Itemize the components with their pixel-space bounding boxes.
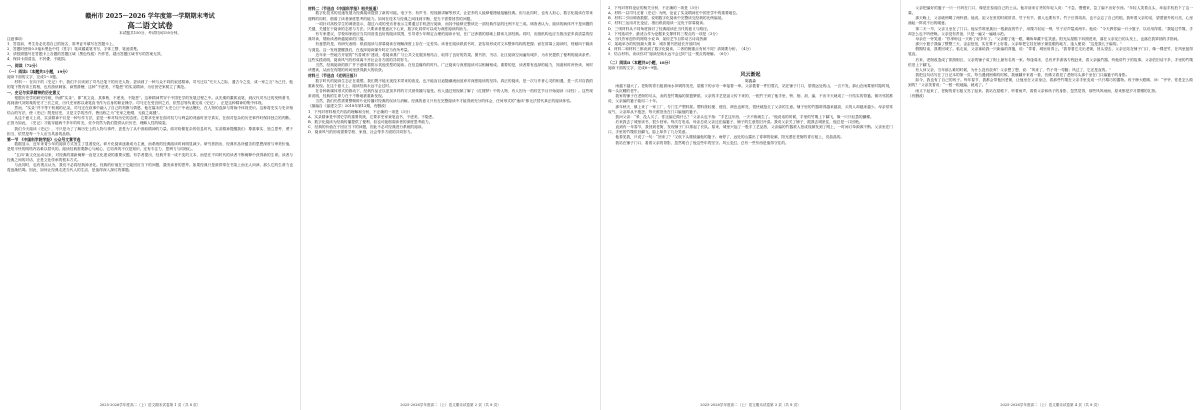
page-body [308, 6, 593, 135]
page-2 [300, 0, 600, 410]
paragraph: 后来我去了城里读书，很少回家。每次打电话，母亲总说父亲还在编篓子，铺子的生意依旧冷清。我劝父亲关了铺子，跟我去城里住，他总是一口回绝。 [615, 120, 863, 125]
text-line: B．材料二引用调查数据，说明数字化阅读中完整读完经典的比例偏低。 [608, 16, 726, 21]
text-line: D．阅读风气的形成需要学校、家庭、社会等多方面的共同努力。 [308, 130, 415, 135]
paragraph: 我把这句话写在了日记本的第一页。每当遇到困难的时候，我就翻开来看一看，仿佛又看见了老街尽头那个坐在门口编篓子的身影。 [915, 73, 1130, 78]
paragraph: “五四”新文化运动以来，对经典的重新阐释一直是文化建设的重要议题。有学者提出，经典并非一成不变的文本，而是在不同时代的读者不断阐释中获得新的生命。读者与经典之间的对话，正是文化传承的根本方式。 [7, 152, 293, 162]
paragraph: 父亲把编好的篓子一只一只码在门口，像是在检阅自己的士兵。他对前来订货的年轻人说：“不急，慢慢来，急了编不出好东西。”年轻人笑着点头，举起手机拍下了这一幕。 [908, 6, 1193, 16]
note-item: 2．答题时使用0.5毫米黑色中性（签字）笔或碳素笔书写，字体工整、笔迹清楚。 [7, 46, 141, 51]
text-line: 2．下列对材料论证的相关分析，不正确的一项是（3分） [608, 6, 702, 10]
paragraph: 有人问父亲，当年那么难的时候，为什么没有放弃？父亲想了想，说：“风来了，竹子弯一弯腰；风过了，它还是直的。” [915, 67, 1111, 72]
paragraph: 那天晚上，父亲破例喝了两杯酒。他说，祖父在世的时候常讲，竹子有节，做人也要有节。竹子长得再高，也不会忘了自己的根。我听着父亲的话，望着窗外的月亮，心里涌起一阵说不出的暖意。 [908, 16, 1193, 26]
page-body [908, 6, 1193, 99]
article-author: 陈鑫森 [744, 78, 757, 83]
paragraph: 假期结束，我要回城了。临走前，父亲塞给我一只新编的背篓，说：“带着，城里用得上。”我背着它走出老街，回头望去，父亲还站在铺子门口，像一棵老竹，在风里挺得笔直。 [908, 47, 1193, 57]
text-line: C．经典的价值在于回应当下的问题，因此不必对经典进行系统的阅读。 [308, 125, 426, 130]
note-item: 1．答卷前，考生务必先将自己的姓名、准考证号填写在答题卡上。 [7, 41, 117, 46]
paragraph: 那年秋天，镇上来了一家工厂，专门生产塑料筐。塑料筐轻便、便宜，颜色也鲜亮，很快就抢走了父亲的生意。铺子里的竹器堆得越来越高，买的人却越来越少。母亲常常叹气，父亲却从不抱怨，每天照旧坐在门口编他的篓子。 [608, 104, 893, 114]
exam-scope: 本试题共150分，考试时间150分钟。 [118, 31, 181, 35]
paragraph: 然而，“实录”并不等于机械的记录。司马迁在叙事中融入了自己的判断与情感，他在篇末的“太史公曰”中表达褒贬，在人物的选择与剪裁中体现史识。这种将史实与史识相结合的写法，使《史记》既是信史，又是文学的杰作，鲁迅称之为“史家之绝唱，无韵之离骚”。 [7, 105, 293, 116]
exam-subject-title: 高二语文试卷 [127, 21, 173, 30]
paragraph: 与此同时，也有观点认为，我们不必将经典神圣化。经典的价值在于它能回应当下的问题，激发读者的思考。如果经典只是被供奉在书架上而无人问津，那么它的生命力也将逐渐枯竭。因此，如何让经典走进当代人的生活，是值得深入探讨的课题。 [7, 162, 293, 172]
text-line: A．材料一以司马迁著《史记》为例，论证了实录精神在中国史学中的重要地位。 [608, 11, 740, 16]
page-footer: 2025-2026学年度高二（上）语文期末试卷第 4 页（共 8 页） [1000, 403, 1101, 407]
notes-title: 注意事项： [7, 36, 26, 41]
subsection-heading: 第一节 《中国科学院学报》公众号文章节选 [7, 136, 81, 142]
page-4 [900, 0, 1200, 410]
paragraph: 数字时代的阅读生态正在重塑。我们既不能无视技术带来的改变，也不能盲目追随潮流而放弃对深度阅读的坚持。真正的阅读，是一次与作者心灵的相遇，是一次对自我的重新发现。在这个意义上，阅读经典永远不会过时。 [308, 78, 593, 88]
article-title: 风云渐起 [740, 71, 761, 78]
text-line: C．某地举办的短视频大赛 D．城市图书馆延长开放时间 [608, 42, 700, 47]
paragraph: 雨越下越大了。老街的青石板被雨水冲刷得发亮，屋檐下的水帘一串接着一串。父亲披着一件旧蓑衣，站在铺子门口，望着远处的山，一言不发。那山在雨雾里时隐时现，像一头沉睡的老牛。 [608, 83, 893, 94]
page-body [608, 6, 893, 146]
paragraph: 母亲在一旁笑道：“你爹盼这一天盼了好多年了。”父亲瞪了她一眼，嘴角却藏不住笑意。阳光从屋檐下斜照进来，落在父亲花白的头发上，也落在我笨拙的手指间。 [915, 36, 1181, 41]
text-line: （摘编自《福建文学》2018年第12期，有删改） [308, 104, 389, 109]
subsection-heading: （一）阅读Ⅰ（本题共5小题，19分） [7, 69, 70, 75]
text-line: C．材料三运用对比论证，指出纸质阅读一定优于屏幕阅读。 [608, 21, 707, 26]
paragraph: 一项针对高校学生的调查显示，超过六成的受访者表示主要通过手机进行阅读，而其中能够完整读完一部经典作品的比例不足三成。调查者认为，阅读的载体并不是问题的关键，关键在于阅读的态度与方法。只要读者愿意沉下心来，数字化同样可以成为深度阅读的助力。 [308, 21, 593, 31]
paragraph: 雨又下起来了，老街的青石板又亮了起来。我站在屋檐下，听着雨声，看着父亲和孩子的身影，忽然觉得，那些风风雨雨，原来都是岁月馈赠的礼物。 [915, 88, 1159, 93]
page-1 [0, 0, 300, 410]
page-3 [600, 0, 900, 410]
paragraph: 数字化技术的迅速发展为经典阅读提供了新的可能。电子书、有声书、短视频讲解等形式，让更多的人能够便捷地接触经典。但与此同时，也有人担心，数字化阅读在带来便利的同时，削弱了读者深度思考的能力。如何在技术与经典之间找到平衡，是当下需要回答的问题。 [308, 11, 593, 21]
paragraph: 我问父亲：“爹，没人买了，你还编它做什么？”父亲头也不抬：“手艺这东西，一天不练就生了。”他说话的时候，手里的竹篾上下翻飞，像一只只轻盈的蝴蝶。 [615, 114, 874, 119]
subsection-heading: 一、史记与实录精神的历史意义 [7, 90, 61, 96]
text-line: 4．材料二和材料三都谈到了数字化阅读，二者的侧重点有何不同？请简要分析。（4分） [608, 47, 753, 52]
paragraph: 在各种新媒体形式的推动下，经典作品正以更加多样的方式被传播与接受。有人通过短视频了解了《红楼梦》中的人物，有人因为一档综艺节目开始阅读《诗经》。这些现象说明，经典的生命力在于不断地被重新发现。 [308, 89, 593, 99]
paragraph: 他看见我，只说了一句：“回来了？”又低下头继续编他的篓子。雨停了，远处的山露出了青翠的轮廓，阳光洒在老街的青石板上，亮晶晶的。 [615, 135, 845, 140]
paragraph: 如今，我也有了自己的孩子。每年春节，我都会带他回老街，让他坐在父亲身边，看那些竹篾在父亲手里变成一只只精巧的器物。孩子睁大眼睛，问：“爷爷，你是怎么做到的？”父亲笑着说：“一根一根地编，就成了。” [908, 78, 1193, 88]
paragraph: 第二天一早，父亲又坐在了门口。他从竹堆里挑出一根最直的竹子，用篾刀轻轻一劈，竹子应声裂成两半。他说：“今天教你编一只小篮子，以后用得着。”我接过竹篾，手却怎么也不听使唤。父亲没有责备，只是一遍又一遍地示范。 [908, 26, 1193, 36]
paragraph: 从这个意义上说，实录精神不仅是一种写作方法，更是一种对待历史的态度。它要求史家在面对权力与利益的诱惑时坚守真实，在面对复杂的历史事件时保持独立的判断。正因为如此，《史记》才能穿越两千多年的时光，至今仍然为我们提供认识历史、理解人性的镜鉴。 [7, 116, 293, 126]
text-line: A．当代作家创作的网络小说 B．某综艺节目带动古诗词热潮 [608, 36, 707, 41]
note-item: 4．保持卡面清洁，不折叠，不破损。 [7, 57, 69, 62]
paragraph: 我们今天阅读《史记》，不只是为了了解历史上的人物与事件，更是为了从中汲取精神的力量。面对纷繁复杂的信息时代，实录精神提醒我们：尊重事实、独立思考、勇于担当，依然是每一个人应当具备的品格。 [7, 126, 293, 136]
text-line: 阅读下面的文字，完成6～9题。 [608, 65, 661, 70]
paragraph: 当然，经典阅读的推广并不意味着排斥其他类型的阅读。在信息爆炸的时代，广泛阅读与深度阅读可以相辅相成。重要的是，读者要有选择的能力，知道何时该快读，何时该慢读，从而在有限的时间里获得最大的收获。 [308, 62, 593, 73]
paragraph: 有意思的是，有研究表明：纸质阅读与屏幕阅读在理解深度上存在一定差异。读者在阅读纸质书时，更容易形成对文本整体结构的把握；而在屏幕上阅读时，则倾向于跳读与浏览。这一发现提醒我们，在选择阅读媒介时应当有所考量。 [308, 42, 593, 52]
text-line: （有删改） [908, 93, 927, 98]
text-line: D．三则材料从不同角度探讨了经典阅读在当代的意义与路径。 [608, 26, 711, 31]
page-body [7, 63, 293, 173]
note-item: 3．请按照题号在答题卡上各题的答题区域（黑色线框）内作答，超出答题区域书写的答案无效。 [7, 51, 165, 56]
section-heading: 一、阅读（72分） [7, 63, 40, 69]
text-line: 3．下列选项中，最适合作为论据来支撑材料三观点的一项是（3分） [608, 31, 720, 36]
paragraph: 直到有一年春节，我回到老街，发现铺子门口排起了长队。原来，城里兴起了一股手工艺品热，父亲编的竹器被人拍成视频发到了网上，一时间订单源源不断。父亲坐在门口，手里的竹篾依旧翻飞，脸上却多了几分笑意。 [608, 125, 893, 135]
paragraph: 那只小篮子我编了整整三天，歪歪扭扭，实在算不上好看。父亲却把它挂在铺子最显眼的地方，逢人便说：“这是我儿子编的。” [915, 42, 1122, 47]
paragraph: 材料一：在向下的《史记》中，我们不仅读到了司马迁笔下的历史人物，更读到了一种与众不同的叙述精神。司马迁以“究天人之际，通古今之变，成一家之言”为己任，他的笔下既有帝王将相，也有游侠刺客、商贾滑稽，这种“不虚美、不隐恶”的实录精神，为后世史家树立了典范。 [7, 79, 293, 89]
subsection-heading: 材料二（节选自《中国科学报》相关报道） [308, 6, 381, 11]
paragraph: 我站在铺子门口，看着父亲的背影，忽然明白了他这些年的坚守。风云变幻，总有一些东西是值得守住的。 [615, 140, 789, 145]
text-line: 阅读下面的文字，完成1～5题。 [7, 74, 60, 79]
text-line: B．数字化阅读为经典传播提供了便利，但也可能削弱读者的深度思考能力。 [308, 119, 433, 124]
paragraph: 后来，老街改造成了旅游街区，父亲的铺子成了街上最有名的一家。每逢周末，总有许多游客专程赶来，看父亲编竹器，听他讲竹子的故事。父亲依旧话不多，手里的竹篾依旧上下翻飞。 [908, 57, 1193, 67]
paragraph: 有专家建议，学校和家庭应当共同营造良好的阅读氛围，引导青少年制定合理的阅读计划，在广泛涉猎的基础上精读几部经典。同时，出版机构也应当推出更多高质量的经典导读，帮助读者跨越阅读的门槛。 [308, 32, 593, 42]
page-footer: 2025-2026学年度高二（上）语文期末试卷第 1 页（共 8 页） [99, 403, 201, 407]
paragraph: 根据历史学的研究传统，所谓“实录”，即“其文直，其事核，不虚美，不隐恶”。这种精神贯穿于中国史学的发展过程之中。从先秦的董狐直笔，到汉代司马迁的发愤著书，再到唐代刘知幾的史才三长之说，历代史家都以秉笔直书作为自身的职业操守。司马迁在受宫刑之后，依然忍辱负重完成《史记》，正是这种精神的集中体现。 [7, 95, 293, 105]
paragraph: 当然，我们仍然需要警惕碎片化传播对经典的误读与消解。经典的意义只有在完整阅读中才能得到充分的体会，任何形式的“速读”都无法替代真正的阅读体验。 [315, 99, 574, 104]
text-line: 1．下列对材料相关内容的理解和分析，不正确的一项是（3分） [308, 109, 413, 114]
subsection-heading: （二）阅读Ⅱ（本题共4小题，18分） [608, 60, 673, 66]
notes-list [7, 42, 293, 63]
page-footer: 2025-2026学年度高二（上）语文期末试卷第 3 页（共 8 页） [700, 403, 801, 407]
text-line: 5．结合材料，谈谈你对“阅读经典永远不会过时”这一观点的理解。（6分） [608, 52, 731, 57]
page-footer: 2025-2026学年度高二（上）语文期末试卷第 2 页（共 8 页） [400, 403, 501, 407]
text-line: A．实录精神是中国史学的重要传统，它要求史家秉笔直书，不虚美、不隐恶。 [308, 114, 437, 119]
paragraph: 近年来一些地方开展的“书香城市”建设，将阅读推广与公共文化服务相结合，取得了良好的效果。图书馆、书店、社区阅读空间遍布城乡，为市民提供了便利的阅读条件。这些实践说明，阅读风气的形成离不开社会各方面的共同努力。 [308, 52, 593, 62]
exam-school-title: 赣州市 2025～2026 学年度第一学期期末考试 [85, 13, 215, 20]
subsection-heading: 材料三（节选自《光明日报》） [308, 73, 360, 79]
paragraph: 数据显示，近年来青少年的阅读方式发生了显著变化。碎片化阅读逐渐成为主流，而系统的经典阅读时间明显减少。研究者指出，经典作品所蕴含的思想深度与审美价值，是短平快的网络内容难以替代的。阅读经典需要静心与耐心，它培养的不仅是知识，还有专注力、思辨力与同理心。 [7, 142, 293, 152]
paragraph: 我家的铺子在老街的尽头，卖的是竹篾编的筐篮箩筐。父亲的手艺是祖父传下来的，一根竹子到了他手里，劈、削、刮、编，不出半天就成了一只结实的背篓。街坊邻居都说，父亲编的篓子能用二十年。 [608, 94, 893, 104]
